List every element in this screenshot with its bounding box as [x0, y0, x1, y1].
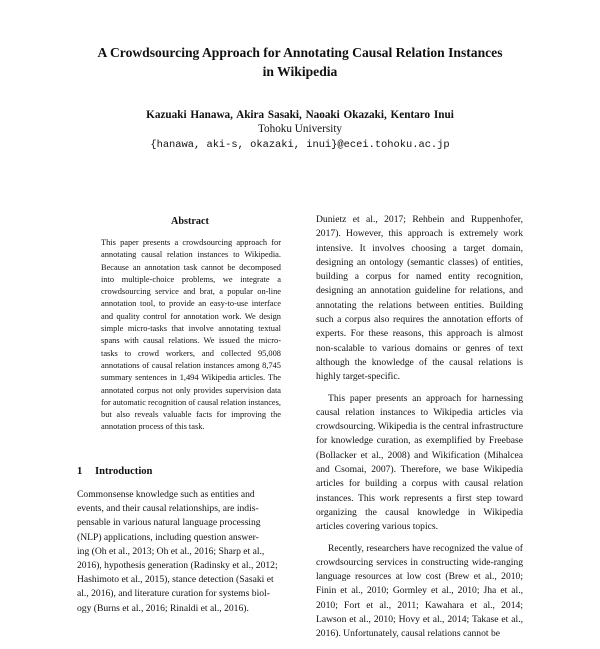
intro-line: Commonsense knowledge such as entities and — [77, 489, 255, 500]
intro-line: pensable in various natural language processing — [77, 517, 261, 529]
intro-line: (NLP) applications, including question answer- — [77, 531, 259, 543]
section-title: Introduction — [94, 466, 153, 477]
intro-line: ogy (Burns et al., 2016; Rinaldi et al., 2016). — [77, 602, 249, 614]
body-paragraph-3: Recently, researchers have recognized the value of crowdsourcing services in constructing wide-ranging language resources at low cost (Brew et al., 2010; Finin et al., 2010; Gormley et al., 2010; Jha et al., 2010; Fort et al., 2011; Kawahara et al., 2014; Lawson et al., 2010; Hovy et al., 2014; Takase et al., 2016). Unfortunately, causal relations cannot be — [316, 542, 523, 640]
intro-line: al., 2016), and literature curation for systems biol- — [77, 588, 270, 600]
intro-line: Hashimoto et al., 2015), stance detection (Sasaki et — [77, 574, 274, 586]
affiliation: Tohoku University — [257, 123, 343, 135]
title-line-2: in Wikipedia — [262, 64, 338, 79]
intro-line: 2016), hypothesis generation (Radinsky et al., 2012; — [77, 560, 278, 572]
title-line-1: A Crowdsourcing Approach for Annotating Causal Relation Instances — [97, 45, 503, 60]
body-paragraph-2: This paper presents an approach for harnessing causal relation instances to Wikipedia articles via crowdsourcing. Wikipedia is the central infrastructure for knowledge curation, as exemplified by Freebase (Bollacker et al., 2008) and Wikification (Mihalcea and Csomai, 2007). Therefore, we base Wikipedia articles for building a corpus with causal relation instances. This work represents a first step toward organizing the causal knowledge in Wikipedia articles covering various topics. — [316, 392, 523, 533]
section-heading-introduction — [77, 466, 152, 477]
author-list: Kazuaki Hanawa, Akira Sasaki, Naoaki Okazaki, Kentaro Inui — [146, 109, 454, 121]
abstract-body: This paper presents a crowdsourcing approach for annotating causal relation instances to Wikipedia. Because an annotation task cannot be decomposed into multiple-choice problems, we integrate a crowdsourcing service and brat, a popular on-line annotation tool, to provide an easy-to-use interface and quality control for annotation work. We design simple micro-tasks that involve annotating textual spans with causal relations. We issued the micro-tasks to crowd workers, and collected 95,008 annotations of causal relation instances among 8,745 summary sentences in 1,494 Wikipedia articles. The annotated corpus not only provides supervision data for automatic recognition of causal relation instances, but also reveals valuable facts for improving the annotation process of this task. — [101, 238, 281, 432]
author-emails: {hanawa, aki-s, okazaki, inui}@ecei.tohoku.ac.jp — [150, 139, 450, 151]
body-paragraph-1: Dunietz et al., 2017; Rehbein and Ruppenhofer, 2017). However, this approach is extremely work intensive. It involves choosing a target domain, designing an ontology (semantic classes) of entities, building a corpus for named entity recognition, designing an annotation guideline for relations, and annotating the relations between entities. Building such a corpus also requires the annotation efforts of experts. For these reasons, this approach is almost non-scalable to various domains or genres of text although the knowledge of the causal relations is highly target-specific. — [316, 214, 523, 383]
intro-line: events, and their causal relationships, are indis- — [77, 503, 259, 515]
paper-title — [40, 43, 560, 81]
section-number: 1 — [77, 466, 83, 477]
intro-line: ing (Oh et al., 2013; Oh et al., 2016; Sharp et al., — [77, 545, 265, 557]
introduction-body — [77, 488, 305, 616]
right-column — [316, 213, 523, 649]
abstract-heading: Abstract — [171, 216, 209, 227]
